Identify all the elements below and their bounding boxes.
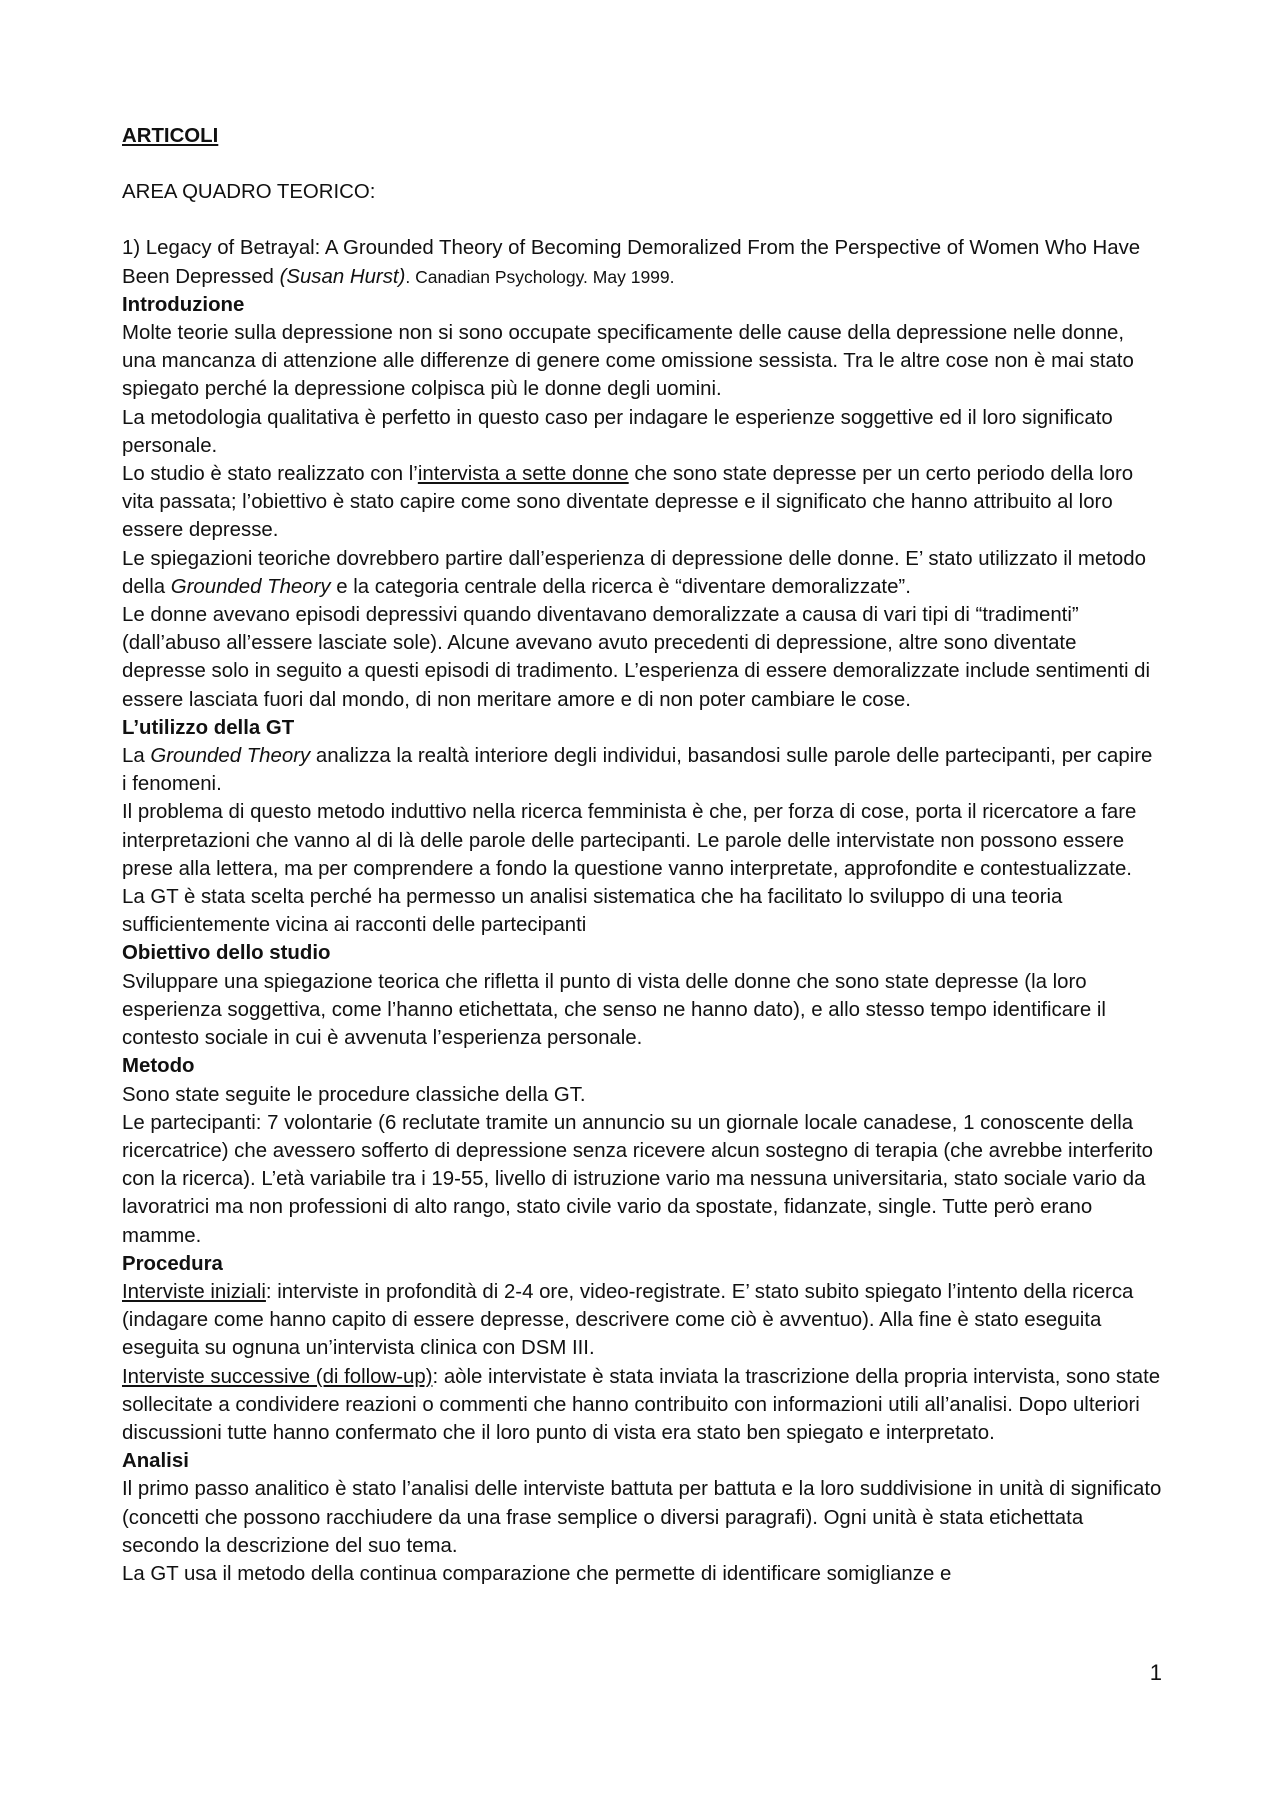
area-label: AREA QUADRO TEORICO: [122, 181, 376, 204]
intro-paragraph-3: Lo studio è stato realizzato con l’intervista a sette donne che sono state depresse per un certo periodo della loro vita passata; l’obiettivo è stato capire come sono diventate depresse e il significato che hanno attribuito al loro essere depresse. [122, 463, 1134, 542]
page-number: 1 [1149, 1660, 1162, 1685]
method-paragraph-2: Le partecipanti: 7 volontarie (6 reclutate tramite un annuncio su un giornale locale canadese, 1 conoscente della ricercatrice) che avessero sofferto di depressione senza ricevere alcun sostegno di terapia (che avrebbe interferito con la ricerca). L’età variabile tra i 19-55, livello di istruzione vario ma nessuna universitaria, stato sociale vario da lavoratrici ma non professioni di alto rango, stato civile vario da spostate, fidanzate, single. Tutte però erano mamme. [122, 1111, 1154, 1247]
goal-paragraph-1: Sviluppare una spiegazione teorica che rifletta il punto di vista delle donne che sono state depresse (la loro esperienza soggettiva, come l’hanno etichettata, che senso ne hanno dato), e allo stesso tempo identificare il contesto sociale in cui è avvenuta l’esperienza personale. [122, 970, 1106, 1050]
article-author: (Susan Hurst) [279, 265, 406, 288]
underlined-text: intervista a sette donne [417, 463, 629, 486]
article-citation [122, 234, 1162, 290]
document-body [122, 122, 1162, 1588]
gt-paragraph-3: La GT è stata scelta perché ha permesso un analisi sistematica che ha facilitato lo sviluppo di una teoria sufficientemente vicina ai racconti delle partecipanti [122, 886, 1063, 937]
heading-metodo: Metodo [122, 1055, 195, 1078]
analysis-paragraph-1: Il primo passo analitico è stato l’analisi delle interviste battuta per battuta e la loro suddivisione in unità di significato (concetti che possono racchiudere da una frase semplice o diversi paragrafi). Ogni unità è stata etichettata secondo la descrizione del suo tema. [122, 1478, 1162, 1557]
intro-paragraph-2: La metodologia qualitativa è perfetto in questo caso per indagare le esperienze soggettive ed il loro significato personale. [122, 406, 1113, 457]
italic-text: Grounded Theory [170, 575, 331, 598]
intro-paragraph-5: Le donne avevano episodi depressivi quando diventavano demoralizzate a causa di vari tipi di “tradimenti” (dall’abuso all’essere lasciate sole). Alcune avevano avuto precedenti di depressione, altre sono diventate depresse solo in seguito a questi episodi di tradimento. L’esperienza di essere demoralizzate include sentimenti di essere lasciata fuori dal mondo, di non meritare amore e di non poter cambiare le cose. [122, 604, 1151, 711]
italic-text: Grounded Theory [150, 745, 311, 768]
underlined-text: Interviste successive (di follow-up) [122, 1365, 433, 1388]
heading-introduzione: Introduzione [122, 293, 245, 316]
heading-utilizzo-gt: L’utilizzo della GT [122, 716, 295, 739]
heading-obiettivo: Obiettivo dello studio [122, 942, 331, 965]
document-title: ARTICOLI [122, 125, 219, 147]
procedure-paragraph-2: Interviste successive (di follow-up): aòle intervistate è stata inviata la trascrizione della propria intervista, sono state sollecitate a condividere reazioni o commenti che hanno contribuito con informazioni utili all’analisi. Dopo ulteriori discussioni tutte hanno confermato che il loro punto di vista era stato ben spiegato e interpretato. [122, 1365, 1161, 1444]
gt-paragraph-1: La Grounded Theory analizza la realtà interiore degli individui, basandosi sulle parole delle partecipanti, per capire i fenomeni. [122, 745, 1153, 796]
heading-analisi: Analisi [122, 1450, 189, 1473]
gt-paragraph-2: Il problema di questo metodo induttivo nella ricerca femminista è che, per forza di cose, porta il ricercatore a fare interpretazioni che vanno al di là delle parole delle partecipanti. Le parole delle intervistate non possono essere prese alla lettera, ma per comprendere a fondo la questione vanno interpretate, approfondite e contestualizzate. [122, 801, 1137, 880]
article-title: Legacy of Betrayal: A Grounded Theory of Becoming Demoralized From the Perspective of Women Who Have Been Depressed [122, 237, 1141, 288]
method-paragraph-1: Sono state seguite le procedure classiche della GT. [122, 1083, 586, 1106]
article-number: 1) [122, 237, 146, 260]
article-source: . Canadian Psychology. May 1999. [405, 266, 675, 287]
analysis-paragraph-2: La GT usa il metodo della continua comparazione che permette di identificare somiglianze e [122, 1562, 952, 1585]
intro-paragraph-4: Le spiegazioni teoriche dovrebbero partire dall’esperienza di depressione delle donne. E’ stato utilizzato il metodo della Grounded Theory e la categoria centrale della ricerca è “diventare demoralizzate”. [122, 547, 1146, 598]
underlined-text: Interviste iniziali [122, 1280, 266, 1303]
intro-paragraph-1: Molte teorie sulla depressione non si sono occupate specificamente delle cause della depressione nelle donne, una mancanza di attenzione alle differenze di genere come omissione sessista. Tra le altre cose non è mai stato spiegato perché la depressione colpisca più le donne degli uomini. [122, 322, 1134, 401]
heading-procedura: Procedura [122, 1252, 223, 1275]
procedure-paragraph-1: Interviste iniziali: interviste in profondità di 2-4 ore, video-registrate. E’ stato subito spiegato l’intento della ricerca (indagare come hanno capito di essere depresse, descrivere come ciò è avventuo). Alla fine è stato eseguita eseguita su ognuna un’intervista clinica con DSM III. [122, 1280, 1134, 1360]
